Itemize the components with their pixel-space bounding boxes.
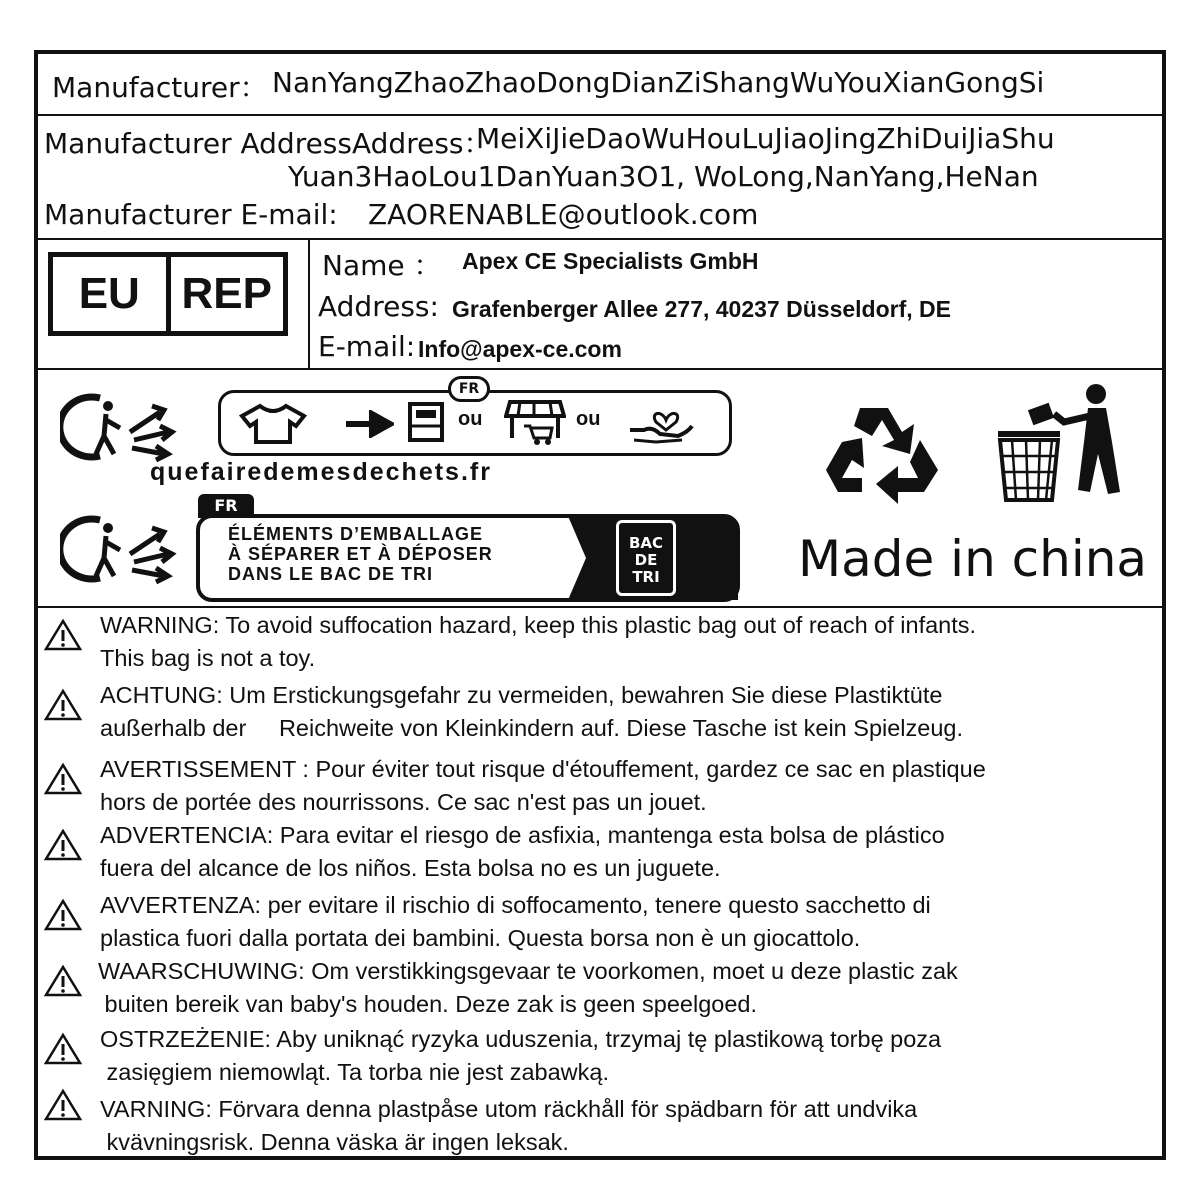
warning-line-2: zasięgiem niemowląt. Ta torba nie jest zabawką.	[100, 1059, 609, 1085]
warning-line-2: kvävningsrisk. Denna väska är ingen leksak.	[100, 1129, 569, 1155]
rep-address: Grafenberger Allee 277, 40237 Düsseldorf, DE	[452, 296, 951, 322]
warning-line-1: WAARSCHUWING: Om verstikkingsgevaar te voorkomen, moet u deze plastic zak	[98, 958, 958, 984]
made-in-text: Made in china	[798, 530, 1148, 588]
shop-cart-icon	[504, 398, 566, 446]
warning-triangle-icon	[44, 762, 82, 796]
collection-container-icon	[406, 400, 446, 444]
warning-line-2: hors de portée des nourrissons. Ce sac n'est pas un jouet.	[100, 789, 707, 815]
packaging-line-3: DANS LE BAC DE TRI	[228, 564, 434, 584]
manufacturer-email: ZAORENABLE@outlook.com	[368, 198, 759, 231]
rep-email-label: E-mail:	[318, 330, 416, 363]
manufacturer-label: Manufacturer：	[52, 71, 268, 104]
warning-line-2: außerhalb der Reichweite von Kleinkindern auf. Diese Tasche ist kein Spielzeug.	[100, 715, 964, 741]
warning-line-2: buiten bereik van baby's houden. Deze zak is geen speelgoed.	[98, 991, 758, 1017]
person-bin-icon	[994, 382, 1134, 508]
warning-triangle-icon	[44, 1032, 82, 1066]
warning-line-2: fuera del alcance de los niños. Esta bolsa no es un juguete.	[100, 855, 721, 881]
warning-triangle-icon	[44, 898, 82, 932]
manufacturer-name: NanYangZhaoZhaoDongDianZiShangWuYouXianGongSi	[272, 66, 1045, 99]
warning-line-1: AVVERTENZA: per evitare il rischio di soffocamento, tenere questo sacchetto di	[100, 892, 931, 918]
rep-name: Apex CE Specialists GmbH	[462, 248, 759, 274]
warning-line-1: ACHTUNG: Um Erstickungsgefahr zu vermeiden, bewahren Sie diese Plastiktüte	[100, 682, 943, 708]
warning-line-1: ADVERTENCIA: Para evitar el riesgo de asfixia, mantenga esta bolsa de plástico	[100, 822, 945, 848]
warning-line-1: VARNING: Förvara denna plastpåse utom räckhåll för spädbarn för att undvika	[100, 1096, 918, 1122]
recycle-icon	[802, 398, 972, 508]
rep-text: REP	[166, 257, 284, 331]
recycling-row	[38, 370, 1162, 608]
address-label: Manufacturer AddressAddress：	[44, 127, 492, 160]
warning-triangle-icon	[44, 828, 82, 862]
warning-triangle-icon	[44, 1088, 82, 1122]
packaging-line-1: ÉLÉMENTS D’EMBALLAGE	[228, 524, 484, 544]
rep-address-label: Address:	[318, 290, 439, 323]
warning-triangle-icon	[44, 618, 82, 652]
bin-text-2: DE	[634, 551, 658, 569]
manufacturer-address-row	[38, 116, 1162, 240]
triman-icon	[60, 392, 210, 462]
warning-line-1: WARNING: To avoid suffocation hazard, keep this plastic bag out of reach of infants.	[100, 612, 977, 638]
rep-name-label: Name ：	[322, 249, 442, 282]
eu-rep-divider	[308, 240, 310, 368]
email-label: Manufacturer E-mail:	[44, 198, 338, 231]
fr-badge-text-2: FR	[214, 496, 238, 515]
warnings-section	[38, 608, 1162, 1160]
sorting-bin-icon	[616, 520, 676, 596]
arrow-right-icon	[344, 410, 394, 438]
hand-heart-icon	[626, 400, 696, 444]
eu-text: EU	[78, 269, 140, 318]
fr-badge-text: FR	[458, 381, 480, 397]
bin-text-1: BAC	[628, 534, 664, 552]
address-line-2: Yuan3HaoLou1DanYuan3O1, WoLong,NanYang,HeNan	[288, 160, 1039, 193]
packaging-line-2: À SÉPARER ET À DÉPOSER	[228, 544, 493, 564]
sorting-website: quefairedemesdechets.fr	[150, 458, 492, 486]
label-frame	[34, 50, 1166, 1160]
warning-triangle-icon	[44, 688, 82, 722]
tshirt-icon	[238, 402, 308, 444]
warning-line-2: This bag is not a toy.	[100, 645, 316, 671]
eu-rep-badge	[48, 252, 288, 336]
rep-email: Info@apex-ce.com	[418, 336, 622, 362]
warning-line-1: AVERTISSEMENT : Pour éviter tout risque d'étouffement, gardez ce sac en plastique	[100, 756, 986, 782]
triman-icon	[60, 514, 210, 584]
eu-rep-row	[38, 240, 1162, 370]
bin-text-3: TRI	[632, 568, 660, 586]
warning-line-1: OSTRZEŻENIE: Aby uniknąć ryzyka uduszenia, trzymaj tę plastikową torbę poza	[100, 1026, 942, 1052]
or-text-1: ou	[458, 408, 483, 430]
warning-triangle-icon	[44, 964, 82, 998]
fr-badge-circle	[448, 376, 490, 402]
address-line-1: MeiXiJieDaoWuHouLuJiaoJingZhiDuiJiaShu	[476, 122, 1055, 155]
or-text-2: ou	[576, 408, 601, 430]
manufacturer-row	[38, 54, 1162, 116]
warning-line-2: plastica fuori dalla portata dei bambini. Questa borsa non è un giocattolo.	[100, 925, 861, 951]
